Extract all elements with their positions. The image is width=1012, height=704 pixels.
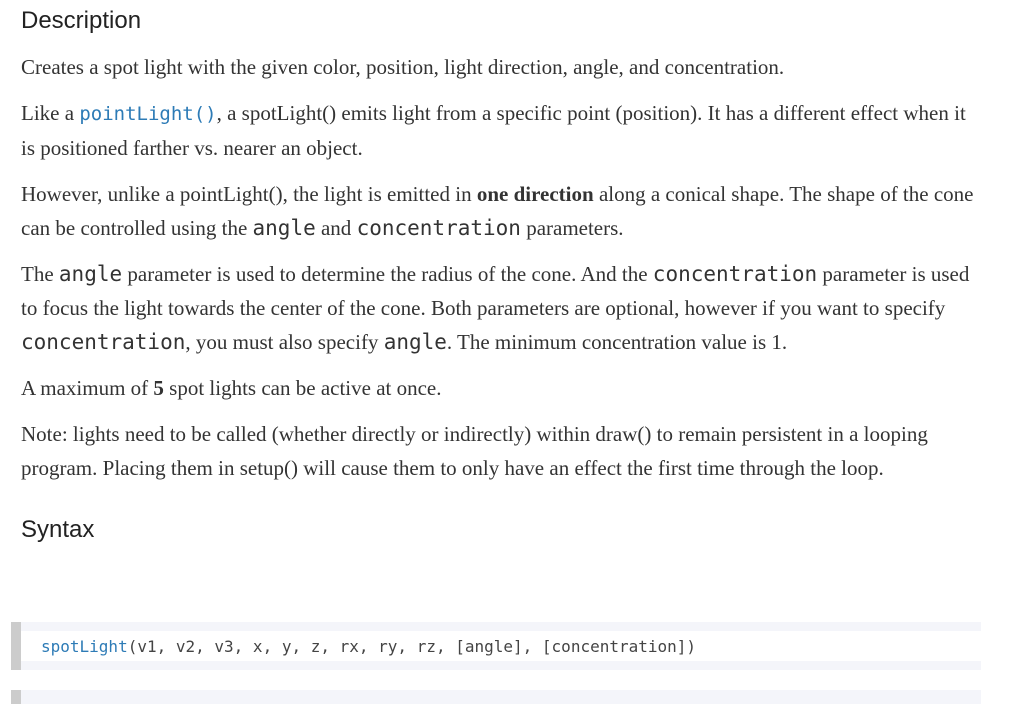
reference-content	[21, 0, 981, 545]
p4-code-concentration-2: concentration	[21, 330, 186, 354]
syntax-function-name: spotLight	[41, 637, 128, 656]
p2-text-pre: Like a	[21, 101, 80, 125]
p3-text-and: and	[315, 216, 357, 240]
p4-code-concentration: concentration	[652, 262, 818, 286]
syntax-heading: Syntax	[21, 516, 95, 543]
p4-code-angle: angle	[58, 262, 123, 286]
p3-code-angle: angle	[252, 216, 316, 240]
description-paragraph-6: Note: lights need to be called (whether directly or indirectly) within draw() to remain persistent in a looping program. Placing them in setup() will cause them to only have an effect the first time through the loop.	[21, 422, 928, 480]
p4-text-mid1: parameter is used to determine the radius of the cone. And the	[122, 262, 653, 286]
p3-text-post: parameters.	[520, 216, 624, 240]
syntax-code-block-2	[11, 690, 981, 704]
p3-bold: one direction	[476, 182, 594, 206]
p5-bold: 5	[153, 376, 164, 400]
p4-code-angle-2: angle	[383, 330, 447, 354]
p4-text-post: . The minimum concentration value is 1.	[446, 330, 788, 354]
description-paragraph-2	[21, 96, 981, 165]
p3-code-concentration: concentration	[356, 216, 521, 240]
description-heading: Description	[21, 7, 142, 34]
description-paragraph-3	[21, 177, 981, 245]
p5-text-post: spot lights can be active at once.	[163, 376, 442, 400]
p5-text-pre: A maximum of	[21, 376, 154, 400]
p4-text-mid2: parameter is used to focus the light towards the center of the cone. Both parameters are optional, however if you want to specify	[21, 262, 970, 320]
description-paragraph-4	[21, 257, 981, 359]
p4-text-pre: The	[21, 262, 59, 286]
description-paragraph-1: Creates a spot light with the given color, position, light direction, angle, and concentration.	[21, 55, 785, 79]
syntax-code	[41, 637, 696, 657]
syntax-arguments: (v1, v2, v3, x, y, z, rx, ry, rz, [angle], [concentration])	[127, 637, 697, 656]
syntax-code-block	[11, 622, 981, 670]
p2-text-post: , a spotLight() emits light from a specific point (position). It has a different effect when it is positioned farther vs. nearer an object.	[21, 101, 966, 160]
p3-text-pre: However, unlike a pointLight(), the light is emitted in	[21, 182, 477, 206]
description-paragraph-5	[21, 371, 981, 405]
p3-text-mid: along a conical shape. The shape of the cone can be controlled using the	[21, 182, 974, 240]
p4-text-mid3: , you must also specify	[185, 330, 384, 354]
pointlight-link[interactable]: pointLight()	[79, 103, 217, 125]
